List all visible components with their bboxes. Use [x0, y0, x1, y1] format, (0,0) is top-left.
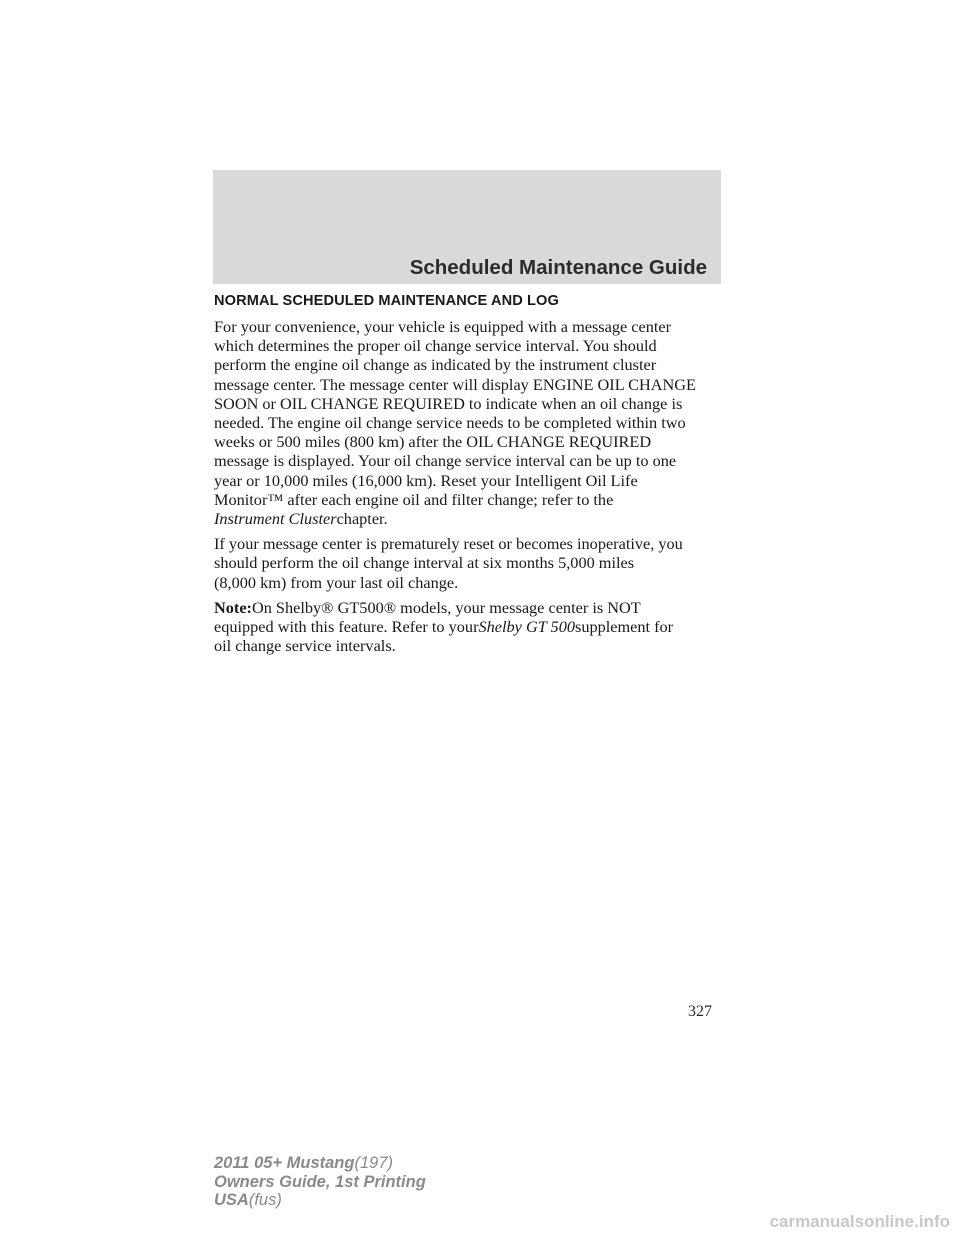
page-title: Scheduled Maintenance Guide [409, 256, 707, 279]
text-line: (8,000 km) from your last oil change. [214, 572, 459, 592]
footer-market-code: (fus) [248, 1191, 282, 1209]
section-heading: NORMAL SCHEDULED MAINTENANCE AND LOG [214, 293, 559, 309]
supplement-reference: Shelby GT 500 [478, 617, 575, 637]
main-content [214, 291, 734, 661]
footer-code: (197) [354, 1154, 393, 1172]
note-label: Note: [214, 597, 252, 617]
text-line: needed. The engine oil change service needs to be completed within two [214, 413, 686, 433]
chapter-reference: Instrument Cluster [214, 509, 337, 529]
text-line: should perform the oil change interval at six months 5,000 miles [214, 553, 635, 573]
text-line: which determines the proper oil change service interval. You should [214, 336, 657, 356]
text-line: weeks or 500 miles (800 km) after the OIL CHANGE REQUIRED [214, 432, 652, 452]
header-band [213, 170, 721, 284]
footer-print-info [214, 1154, 426, 1210]
footer-model: 2011 05+ Mustang [214, 1154, 355, 1172]
footer-market: USA [214, 1191, 249, 1209]
text-line: For your convenience, your vehicle is equipped with a message center [214, 317, 672, 336]
text-line: Monitor™ after each engine oil and filter change; refer to the [214, 489, 614, 509]
text-line [214, 509, 734, 528]
text-line [214, 617, 734, 636]
text-fragment: chapter. [336, 509, 388, 529]
page-number: 327 [688, 1003, 712, 1020]
text-fragment: On Shelby® GT500® models, your message center is NOT [251, 597, 641, 617]
text-line: message is displayed. Your oil change service interval can be up to one [214, 451, 677, 471]
text-line: message center. The message center will display ENGINE OIL CHANGE [214, 374, 696, 394]
text-line: If your message center is prematurely reset or becomes inoperative, you [214, 534, 683, 554]
text-line: year or 10,000 miles (16,000 km). Reset your Intelligent Oil Life [214, 470, 638, 490]
text-line: SOON or OIL CHANGE REQUIRED to indicate when an oil change is [214, 393, 683, 413]
footer-line [214, 1191, 426, 1210]
paragraph-oil-change [214, 317, 734, 528]
paragraph-message-center-reset [214, 534, 734, 592]
note-paragraph [214, 598, 734, 656]
text-line: perform the engine oil change as indicated by the instrument cluster [214, 355, 657, 375]
footer-line: Owners Guide, 1st Printing [214, 1172, 426, 1191]
text-fragment: equipped with this feature. Refer to your [214, 617, 479, 637]
watermark: carmanualsonline.info [769, 1212, 950, 1231]
footer-line [214, 1154, 426, 1173]
text-line: oil change service intervals. [214, 636, 396, 656]
text-line [214, 598, 734, 617]
text-fragment: supplement for [574, 617, 674, 637]
